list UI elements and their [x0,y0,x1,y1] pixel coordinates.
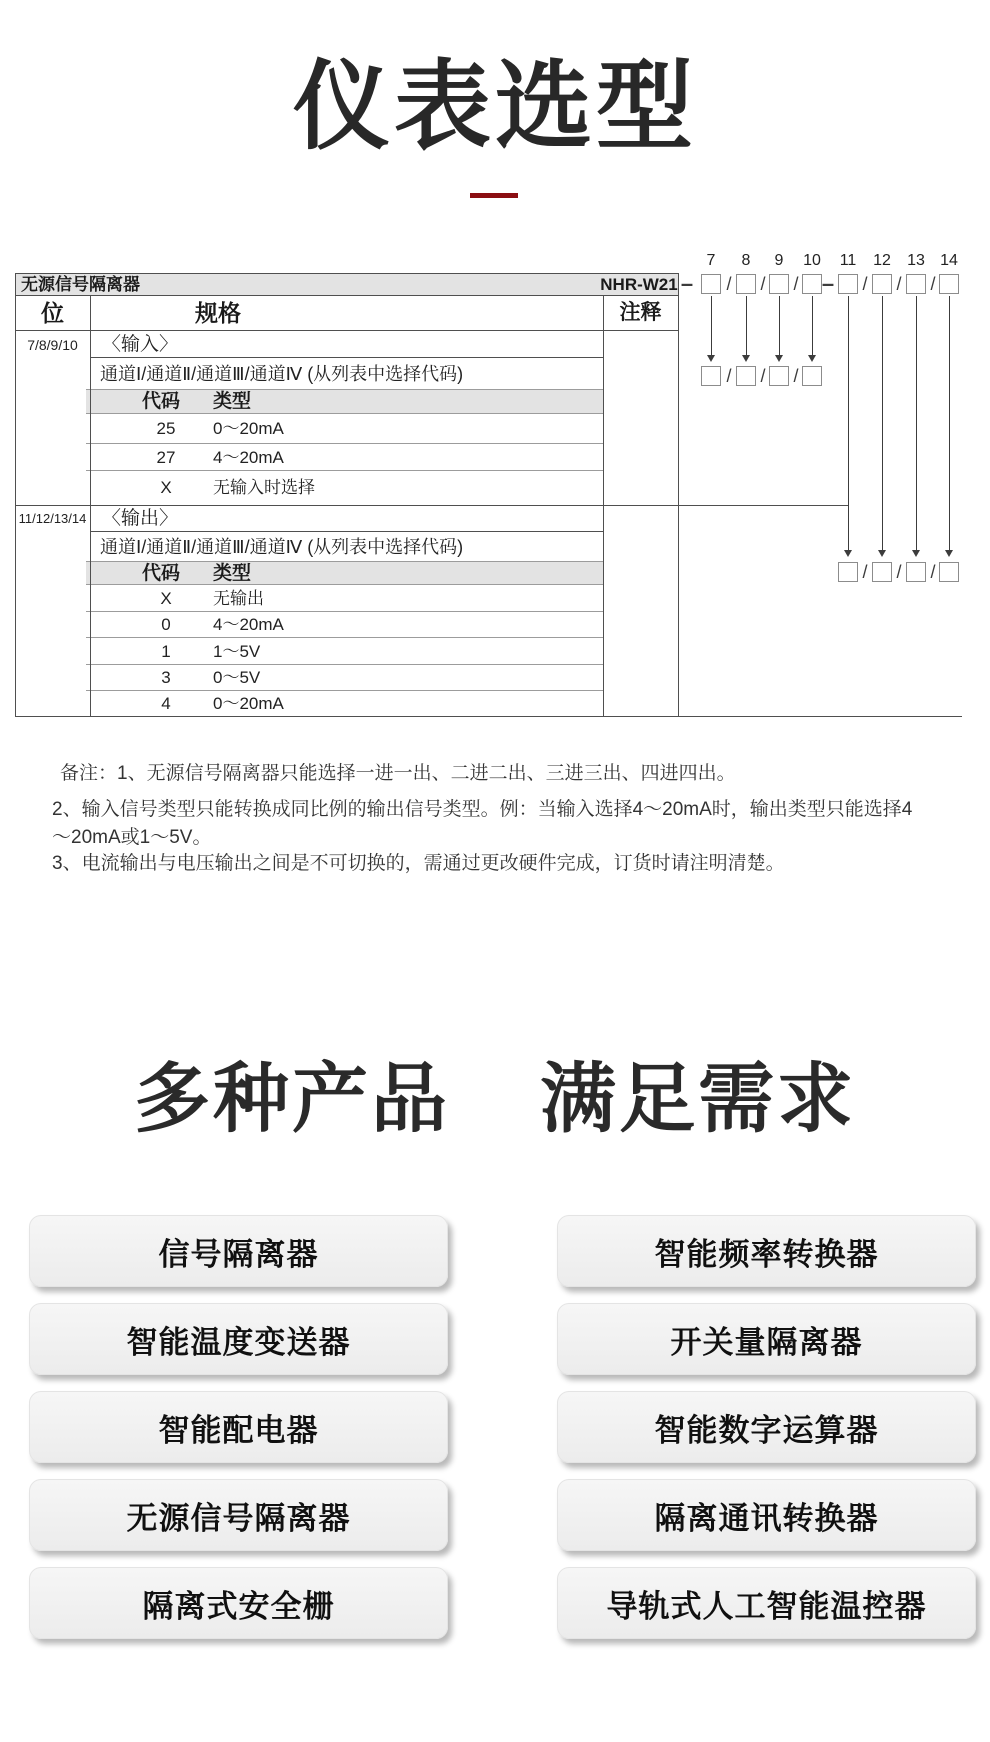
digit-label: 14 [940,252,958,269]
col-header-pos: 位 [41,300,64,326]
product-button-passive-signal-isolator[interactable]: 无源信号隔离器 [29,1479,448,1551]
row-code: 1 [161,642,171,661]
grid-line [678,273,679,717]
arrow-line [882,296,883,551]
row-type: 0～20mA [213,694,284,713]
code-box [939,562,959,582]
code-box [701,274,721,294]
code-box [701,366,721,386]
section-heading-right: 满足需求 [540,1057,856,1142]
note-line: 2、输入信号类型只能转换成同比例的输出信号类型。例：当输入选择4～20mA时，输出类型只能选择4～20mA或1～5V。 [52,799,913,848]
output-channels-line: 通道Ⅰ/通道Ⅱ/通道Ⅲ/通道Ⅳ (从列表中选择代码) [100,537,464,557]
row-code: 27 [156,448,176,467]
product-button-smart-temp-transmitter[interactable]: 智能温度变送器 [29,1303,448,1375]
grid-line [603,296,604,717]
title-divider [470,193,518,198]
dash-separator: – [821,271,835,296]
input-code-header: 代码 [141,391,180,412]
slash-separator: / [760,366,766,386]
row-code: 0 [161,615,171,634]
slash-separator: / [896,562,902,582]
digit-label: 13 [907,252,925,269]
arrow-head [878,550,886,557]
code-box [872,562,892,582]
section-heading [0,1038,990,1147]
arrow-line [779,296,780,356]
code-box [939,274,959,294]
row-code: 4 [161,694,171,713]
code-box [736,274,756,294]
row-type: 无输入时选择 [213,478,315,497]
code-box [802,274,822,294]
input-group-label: 〈输入〉 [102,334,179,355]
code-box [838,274,858,294]
model-code: NHR-W21 [600,275,678,294]
slash-separator: / [793,274,799,294]
row-type: 0～20mA [213,419,284,438]
product-button-isolated-safety-barrier[interactable]: 隔离式安全栅 [29,1567,448,1639]
row-type: 无输出 [213,589,264,608]
dash-separator: – [680,271,694,296]
arrow-line [848,296,849,551]
product-button-signal-isolator[interactable]: 信号隔离器 [29,1215,448,1287]
code-box [872,274,892,294]
arrow-head [945,550,953,557]
arrow-head [775,355,783,362]
row-code: X [160,478,172,497]
digit-label: 7 [706,252,716,269]
product-button-smart-frequency-converter[interactable]: 智能频率转换器 [557,1215,976,1287]
product-button-isolated-comm-converter[interactable]: 隔离通讯转换器 [557,1479,976,1551]
arrow-line [916,296,917,551]
digit-label: 8 [741,252,751,269]
arrow-head [912,550,920,557]
slash-separator: / [726,366,732,386]
code-box [736,366,756,386]
arrow-head [707,355,715,362]
row-type: 4～20mA [213,615,284,634]
arrow-head [808,355,816,362]
row-type: 4～20mA [213,448,284,467]
note-line: 3、电流输出与电压输出之间是不可切换的，需通过更改硬件完成，订货时请注明清楚。 [52,853,785,874]
digit-label: 9 [774,252,784,269]
arrow-line [812,296,813,356]
code-box [769,274,789,294]
output-code-header: 代码 [141,563,180,584]
output-positions: 11/12/13/14 [18,511,87,526]
col-header-spec: 规格 [195,300,241,326]
output-group-label: 〈输出〉 [102,508,179,529]
product-button-rail-ai-temp-controller[interactable]: 导轨式人工智能温控器 [557,1567,976,1639]
note-line [60,760,736,788]
slash-separator: / [862,274,868,294]
input-channels-line: 通道Ⅰ/通道Ⅱ/通道Ⅲ/通道Ⅳ (从列表中选择代码) [100,364,464,384]
row-type: 0～5V [213,668,261,687]
code-box [906,274,926,294]
code-box [769,366,789,386]
digit-label: 10 [803,252,821,269]
product-button-smart-digital-calculator[interactable]: 智能数字运算器 [557,1391,976,1463]
arrow-head [742,355,750,362]
slash-separator: / [862,562,868,582]
digit-label: 11 [839,252,857,269]
slash-separator: / [726,274,732,294]
section-heading-left: 多种产品 [134,1057,450,1142]
product-name: 无源信号隔离器 [21,275,140,294]
slash-separator: / [930,274,936,294]
arrow-line [949,296,950,551]
code-box [802,366,822,386]
row-code: 25 [156,419,176,438]
slash-separator: / [930,562,936,582]
input-positions: 7/8/9/10 [27,337,78,353]
row-code: 3 [161,668,171,687]
code-box [838,562,858,582]
arrow-head [844,550,852,557]
slash-separator: / [793,366,799,386]
product-button-smart-distributor[interactable]: 智能配电器 [29,1391,448,1463]
note-text: 1、无源信号隔离器只能选择一进一出、二进二出、三进三出、四进四出。 [117,763,736,784]
row-type: 1～5V [213,642,261,661]
code-box [906,562,926,582]
arrow-line [746,296,747,356]
digit-label: 12 [873,252,891,269]
product-button-switch-isolator[interactable]: 开关量隔离器 [557,1303,976,1375]
input-type-header: 类型 [213,391,252,412]
note-prefix: 备注： [60,763,118,784]
arrow-line [711,296,712,356]
page-title: 仪表选型 [293,52,697,161]
col-header-note: 注释 [619,301,662,324]
slash-separator: / [896,274,902,294]
slash-separator: / [760,274,766,294]
output-type-header: 类型 [213,563,252,584]
row-code: X [160,589,172,608]
